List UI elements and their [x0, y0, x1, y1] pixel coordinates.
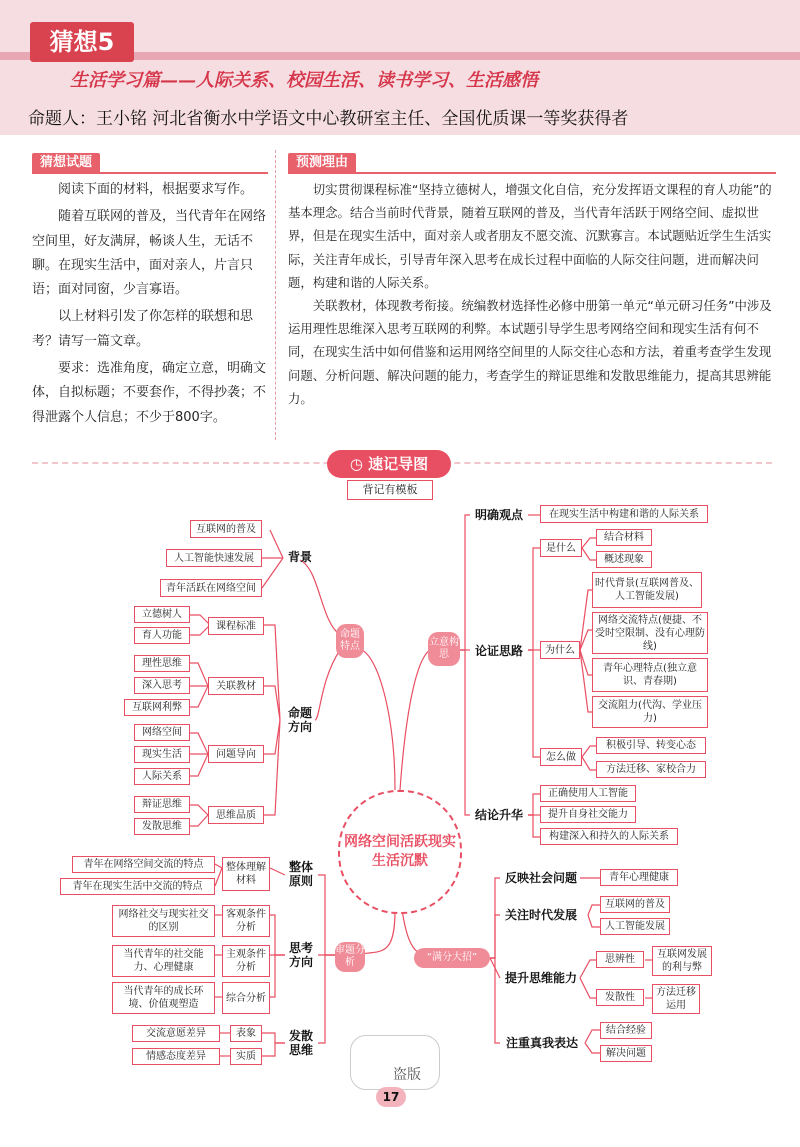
node-beijing: 背景 — [287, 550, 312, 564]
paragraph: 随着互联网的普及，当代青年在网络空间里，好友满屏，畅谈人生，无话不聊。在现实生活中，面对亲人，片言只语；面对同窗，少言寡语。 — [32, 209, 267, 298]
paragraph: 关联教材，体现教考衔接。统编教材选择性必修中册第一单元“单元研习任务”中涉及运用理性思维深入思考互联网的利弊。本试题引导学生思考网络空间和现实生活有何不同，在现实生活中如何借鉴和运用网络空间里的人际交往心态和方法，着重考查学生发现问题、分析问题、解决问题的能力，考查学生的辩证思维和发散思维能力，提高其思辨能力。 — [288, 298, 772, 406]
node-zhuguan-tiaojian: 主观条件分析 — [222, 945, 270, 977]
node-guanlian-jiaocai: 关联教材 — [208, 677, 264, 695]
node-qinggan-taidu: 情感态度差异 — [132, 1048, 220, 1065]
section-subtitle: 生活学习篇——人际关系、校园生活、读书学习、生活感悟 — [70, 70, 538, 91]
node-zenme-zuo: 怎么做 — [540, 748, 582, 766]
node-siwei-pinzhi: 思维品质 — [208, 806, 264, 824]
node-renji-guanxi: 人际关系 — [134, 768, 190, 785]
node-wangluo-shejiao-qubie: 网络社交与现实社交的区别 — [112, 905, 215, 937]
node-qingnian-xianshi-jiaoliu: 青年在现实生活中交流的特点 — [60, 878, 215, 895]
node-jiejue-wenti: 解决问题 — [600, 1045, 652, 1062]
node-jiehe-cailiao: 结合材料 — [596, 529, 652, 546]
node-fasan-siwei: 发散思维 — [134, 818, 190, 835]
mindmap-subtitle: 背记有模板 — [347, 480, 433, 500]
node-wei-shenme: 为什么 — [540, 641, 580, 659]
mindmap-title-text: 速记导图 — [368, 455, 429, 473]
connector — [400, 650, 430, 790]
node-keguan-tiaojian: 客观条件分析 — [222, 905, 270, 937]
guess-badge: 猜想5 — [30, 22, 134, 62]
prediction-reason-tag: 预测理由 — [288, 153, 356, 173]
node-hulianwang-libi2: 互联网发展的利与弊 — [652, 946, 712, 976]
hub-liyi-gousi: 立意构思 — [428, 632, 460, 666]
paragraph: 阅读下面的材料，根据要求写作。 — [58, 182, 254, 197]
node-rengong-zhineng: 人工智能快速发展 — [166, 549, 262, 567]
node-mingque-guandian: 明确观点 — [474, 508, 523, 522]
node-zhengque-shiyong: 正确使用人工智能 — [540, 785, 636, 802]
node-zhuzhong-biaoda: 注重真我表达 — [505, 1036, 578, 1050]
node-fanying-shehui: 反映社会问题 — [504, 871, 577, 885]
node-jiehe-jingyan: 结合经验 — [600, 1022, 652, 1039]
node-fangfa-qianyi: 方法迁移、家校合力 — [596, 761, 706, 778]
node-fasan-siwei2: 发散思维 — [288, 1029, 313, 1057]
node-bianzheng-siwei: 辩证思维 — [134, 796, 190, 813]
node-goujian-hexie: 构建深入和持久的人际关系 — [540, 828, 678, 845]
node-wangluo-kongjian: 网络空间 — [134, 724, 190, 741]
node-bianzhe-xing: 思辨性 — [596, 951, 644, 968]
node-jiaoliu-zuli: 交流阻力(代沟、学业压力) — [592, 696, 708, 728]
node-hulianwang-puji2: 互联网的普及 — [600, 896, 670, 913]
node-lixing-siwei: 理性思维 — [134, 655, 190, 672]
node-wangluo-jiaoliu: 网络交流特点(便捷、不受时空限制、没有心理防线) — [592, 612, 708, 654]
node-zonghe-fenxi: 综合分析 — [222, 982, 270, 1014]
guess-question-tag: 猜想试题 — [32, 153, 100, 173]
page-number: 17 — [376, 1087, 406, 1107]
paragraph: 要求：选准角度，确定立意，明确文体，自拟标题；不要套作，不得抄袭；不得泄露个人信息；不少于800字。 — [32, 361, 267, 425]
clock-icon: ◷ — [349, 455, 369, 473]
node-fasan-xing: 发散性 — [596, 989, 644, 1006]
node-xianshi-shenghuo: 现实生活 — [134, 746, 190, 763]
node-tisheng-sheji: 提升自身社交能力 — [540, 806, 636, 823]
node-qingnian-xinli-jiankang: 青年心理健康 — [600, 869, 678, 886]
hub-manfen-dazhao: “满分大招” — [414, 948, 490, 968]
node-jiji-yindao: 积极引导、转变心态 — [596, 737, 706, 754]
node-qingnian-wangluo: 青年活跃在网络空间 — [160, 579, 262, 597]
node-guandian-text: 在现实生活中构建和谐的人际关系 — [540, 505, 708, 523]
hub-mingti-tedian: 命题特点 — [336, 624, 364, 658]
node-hulianwang-libi: 互联网利弊 — [124, 699, 190, 716]
node-lide-shuren: 立德树人 — [134, 606, 190, 623]
node-chengzhang-huanjing: 当代青年的成长环境、价值观塑造 — [112, 982, 215, 1014]
connector — [362, 650, 395, 790]
node-tisheng-siwei: 提升思维能力 — [504, 971, 577, 985]
hub-shenti-fenxi: 审题分析 — [335, 942, 365, 972]
node-hulianwang-puji: 互联网的普及 — [190, 520, 262, 538]
paragraph: 以上材料引发了你怎样的联想和思考？请写一篇文章。 — [32, 309, 254, 349]
node-qingnian-xinli: 青年心理特点(独立意识、青春期) — [592, 658, 708, 692]
node-dangdai-qingnian-shejiao: 当代青年的社交能力、心理健康 — [112, 945, 215, 977]
node-sikao-fangxiang: 思考方向 — [288, 941, 313, 969]
node-shenru-sikao: 深入思考 — [134, 677, 190, 694]
node-zhengti-yuanze: 整体原则 — [288, 860, 313, 888]
node-rengong-zhineng2: 人工智能发展 — [600, 918, 670, 935]
paragraph: 切实贯彻课程标准“坚持立德树人，增强文化自信，充分发挥语文课程的育人功能”的基本理念。结合当前时代背景，随着互联网的普及，当代青年活跃于网络空间、虚拟世界，但是在现实生活中，面对亲人或者朋友不愿交流、沉默寡言。本试题贴近学生生活实际，关注青年成长，引导青年深入思考在成长过程中面临的人际交往问题，进而解决问题，构建和谐的人际关系。 — [288, 182, 772, 290]
node-shidai-beijing: 时代背景(互联网普及、人工智能发展) — [592, 572, 702, 608]
node-jiaoliu-yiyuan: 交流意愿差异 — [132, 1025, 220, 1042]
node-shizhi: 实质 — [230, 1048, 262, 1065]
author-line: 命题人：王小铭 河北省衡水中学语文中心教研室主任、全国优质课一等奖获得者 — [28, 109, 629, 129]
node-qingnian-wangluo-jiaoliu: 青年在网络空间交流的特点 — [72, 856, 215, 873]
node-shi-shenme: 是什么 — [540, 539, 582, 557]
node-fangfa-qianyi2: 方法迁移运用 — [652, 984, 700, 1014]
node-wenti-daoxiang: 问题导向 — [208, 745, 264, 763]
node-biaoxiang: 表象 — [230, 1025, 262, 1042]
node-mingti-fangxiang: 命题方向 — [287, 706, 312, 734]
mindmap-center: 网络空间活跃现实生活沉默 — [338, 790, 462, 914]
node-yuren-gongneng: 育人功能 — [134, 627, 190, 644]
node-zhengti-li: 整体理解材料 — [222, 857, 270, 891]
node-guanzhu-shidai: 关注时代发展 — [504, 908, 577, 922]
node-lunzheng-silu: 论证思路 — [474, 644, 523, 658]
node-jielun-shenghua: 结论升华 — [474, 808, 523, 822]
node-gaishu-xianxiang: 概述现象 — [596, 551, 652, 568]
watermark-text: 盗版 — [393, 1067, 421, 1083]
node-kecheng-biaozhun: 课程标准 — [208, 617, 264, 635]
